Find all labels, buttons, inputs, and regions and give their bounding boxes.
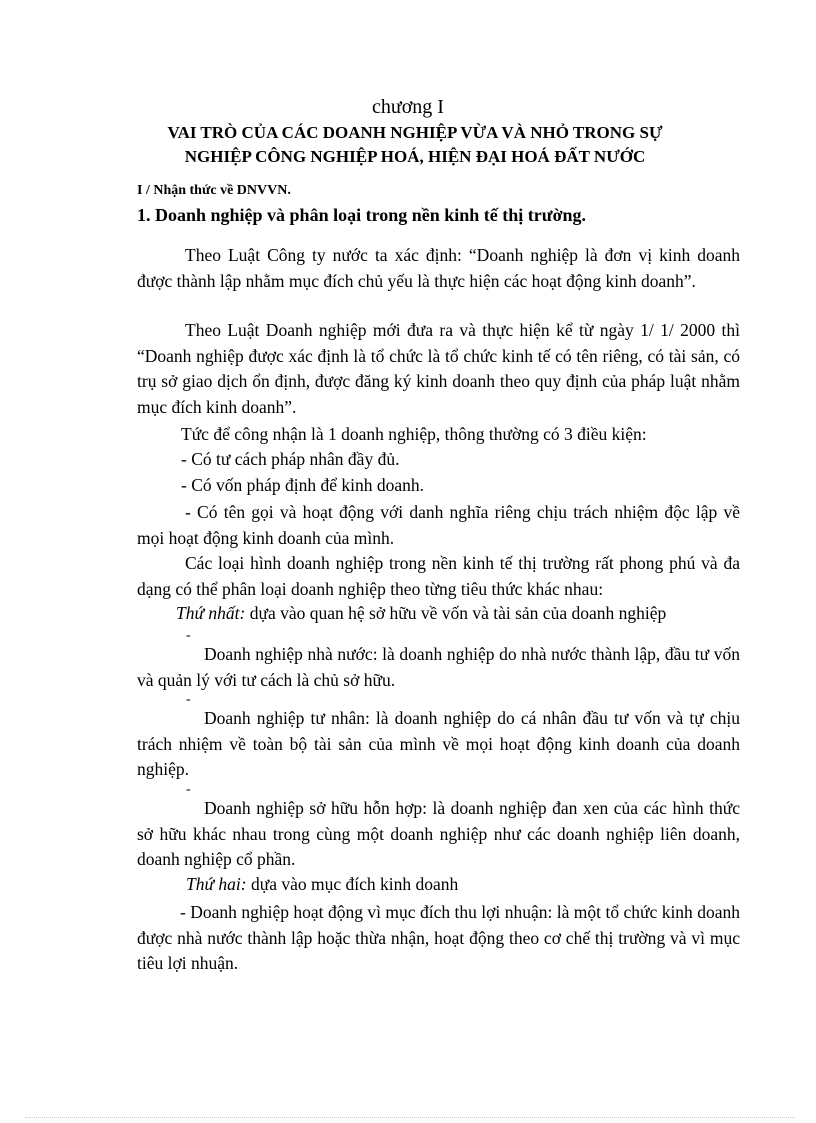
chapter-title-line-2: NGHIỆP CÔNG NGHIỆP HOÁ, HIỆN ĐẠI HOÁ ĐẤT NƯỚC [184,147,646,166]
chapter-label: chương I [372,96,444,118]
criterion-second-label: Thứ hai: [186,874,247,894]
bullet-2 [137,706,740,783]
paragraph-1-text: Theo Luật Công ty nước ta xác định: “Doanh nghiệp là đơn vị kinh doanh được thành lập nhằm mục đích chủ yếu là thực hiện các hoạt động kinh doanh”. [137,245,740,291]
condition-3-text: - Có tên gọi và hoạt động với danh nghĩa riêng chịu trách nhiệm độc lập về mọi hoạt động kinh doanh của mình. [137,502,740,548]
condition-1: - Có tư cách pháp nhân đầy đủ. [181,449,400,469]
bullet-1 [137,642,740,693]
paragraph-5-text: - Doanh nghiệp hoạt động vì mục đích thu lợi nhuận: là một tổ chức kinh doanh được nhà nước thành lập hoặc thừa nhận, hoạt động theo cơ chế thị trường và vì mục tiêu lợi nhuận. [137,902,740,973]
criterion-second-text: dựa vào mục đích kinh doanh [246,874,459,894]
bullet-2-text: Doanh nghiệp tư nhân: là doanh nghiệp do cá nhân đầu tư vốn và tự chịu trách nhiệm về toàn bộ tài sản của mình về mọi hoạt động kinh doanh của doanh nghiệp. [137,708,740,779]
paragraph-2 [137,318,740,420]
paragraph-5 [137,900,740,977]
bullet-dash-1: - [186,628,191,643]
paragraph-4-text: Các loại hình doanh nghiệp trong nền kinh tế thị trường rất phong phú và đa dạng có thể phân loại doanh nghiệp theo từng tiêu thức khác nhau: [137,553,740,599]
criterion-second [186,874,458,895]
condition-3 [137,500,740,551]
chapter-title-line-1: VAI TRÒ CỦA CÁC DOANH NGHIỆP VỪA VÀ NHỎ TRONG SỰ [167,123,663,142]
criterion-first-text: dựa vào quan hệ sở hữu về vốn và tài sản của doanh nghiệp [245,603,667,623]
criterion-first-label: Thứ nhất: [176,603,246,623]
bullet-3-text: Doanh nghiệp sở hữu hỗn hợp: là doanh nghiệp đan xen của các hình thức sở hữu khác nhau trong cùng một doanh nghiệp như các doanh nghiệp liên doanh, doanh nghiệp cổ phần. [137,798,740,869]
condition-2: - Có vốn pháp định để kinh doanh. [181,475,425,495]
subsection-heading: 1. Doanh nghiệp và phân loại trong nền kinh tế thị trường. [137,205,587,225]
paragraph-3: Tức để công nhận là 1 doanh nghiệp, thông thường có 3 điều kiện: [181,424,647,444]
paragraph-4 [137,551,740,602]
bullet-3 [137,796,740,873]
paragraph-2-text: Theo Luật Doanh nghiệp mới đưa ra và thực hiện kể từ ngày 1/ 1/ 2000 thì “Doanh nghiệp được xác định là tổ chức là tổ chức kinh tế có tên riêng, có tài sản, có trụ sở giao dịch ổn định, được đăng ký kinh doanh theo quy định của pháp luật nhằm mục đích kinh doanh”. [137,320,740,417]
bullet-dash-2: - [186,692,191,707]
bullet-dash-3: - [186,782,191,797]
paragraph-1 [137,243,740,294]
bullet-1-text: Doanh nghiệp nhà nước: là doanh nghiệp do nhà nước thành lập, đầu tư vốn và quản lý với tư cách là chủ sở hữu. [137,644,740,690]
criterion-first [176,603,666,624]
page-bottom-divider [25,1117,795,1118]
section-heading: I / Nhận thức về DNVVN. [137,183,291,198]
